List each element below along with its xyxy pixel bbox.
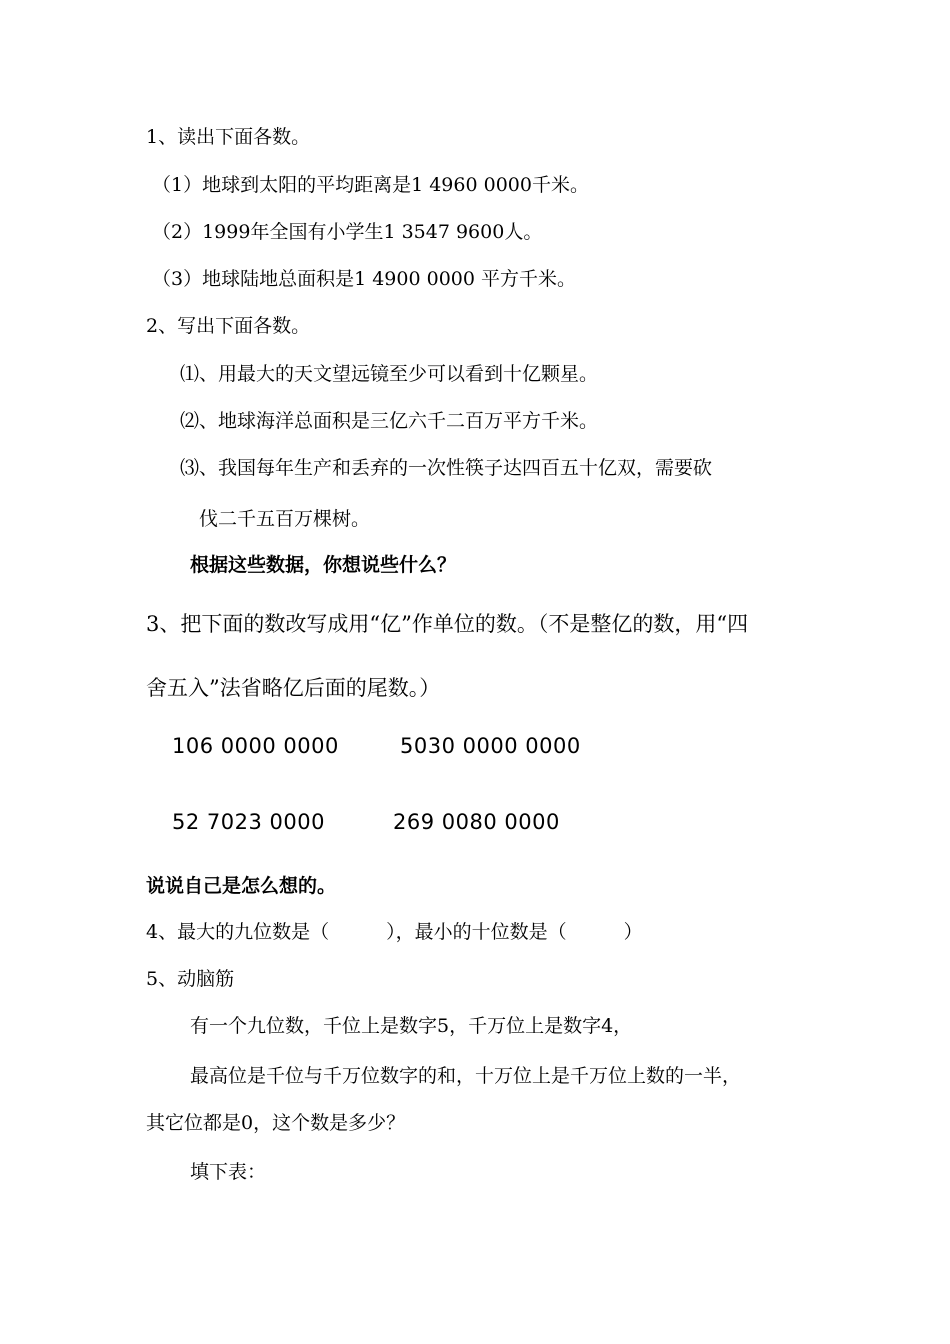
q3-number-4: 269 0080 0000	[393, 810, 560, 834]
q2-title: 2、写出下面各数。	[146, 315, 311, 337]
q5-title: 5、动脑筋	[146, 968, 235, 990]
q2-item-3: ⑶、我国每年生产和丢弃的一次性筷子达四百五十亿双，需要砍	[180, 457, 713, 479]
q3-number-2: 5030 0000 0000	[400, 734, 581, 758]
q2-item-2: ⑵、地球海洋总面积是三亿六千二百万平方千米。	[180, 410, 599, 432]
q2-item-3-continued: 伐二千五百万棵树。	[199, 508, 371, 530]
q5-line-2: 最高位是千位与千万位数字的和，十万位上是千万位上数的一半，	[190, 1065, 742, 1087]
q1-item-2: （2）1999年全国有小学生1 3547 9600人。	[152, 221, 543, 243]
q5-fill-table-label: 填下表：	[190, 1161, 267, 1183]
q1-item-3: （3）地球陆地总面积是1 4900 0000 平方千米。	[152, 268, 577, 290]
q2-item-1: ⑴、用最大的天文望远镜至少可以看到十亿颗星。	[180, 363, 599, 385]
q5-line-1: 有一个九位数，千位上是数字5，千万位上是数字4，	[190, 1015, 633, 1037]
q5-line-3: 其它位都是0，这个数是多少？	[146, 1112, 406, 1134]
q3-number-3: 52 7023 0000	[172, 810, 325, 834]
q1-item-1: （1）地球到太阳的平均距离是1 4960 0000千米。	[152, 174, 589, 196]
q3-reasoning-prompt: 说说自己是怎么想的。	[146, 875, 337, 897]
q1-title: 1、读出下面各数。	[146, 126, 311, 148]
q3-number-1: 106 0000 0000	[172, 734, 339, 758]
q2-discussion-prompt: 根据这些数据，你想说些什么？	[190, 554, 457, 576]
q3-title-line-2: 舍五入”法省略亿后面的尾数。）	[146, 676, 441, 700]
q3-title-line-1: 3、把下面的数改写成用“亿”作单位的数。（不是整亿的数，用“四	[146, 612, 749, 636]
q4-text: 4、最大的九位数是（ ），最小的十位数是（ ）	[146, 921, 643, 943]
